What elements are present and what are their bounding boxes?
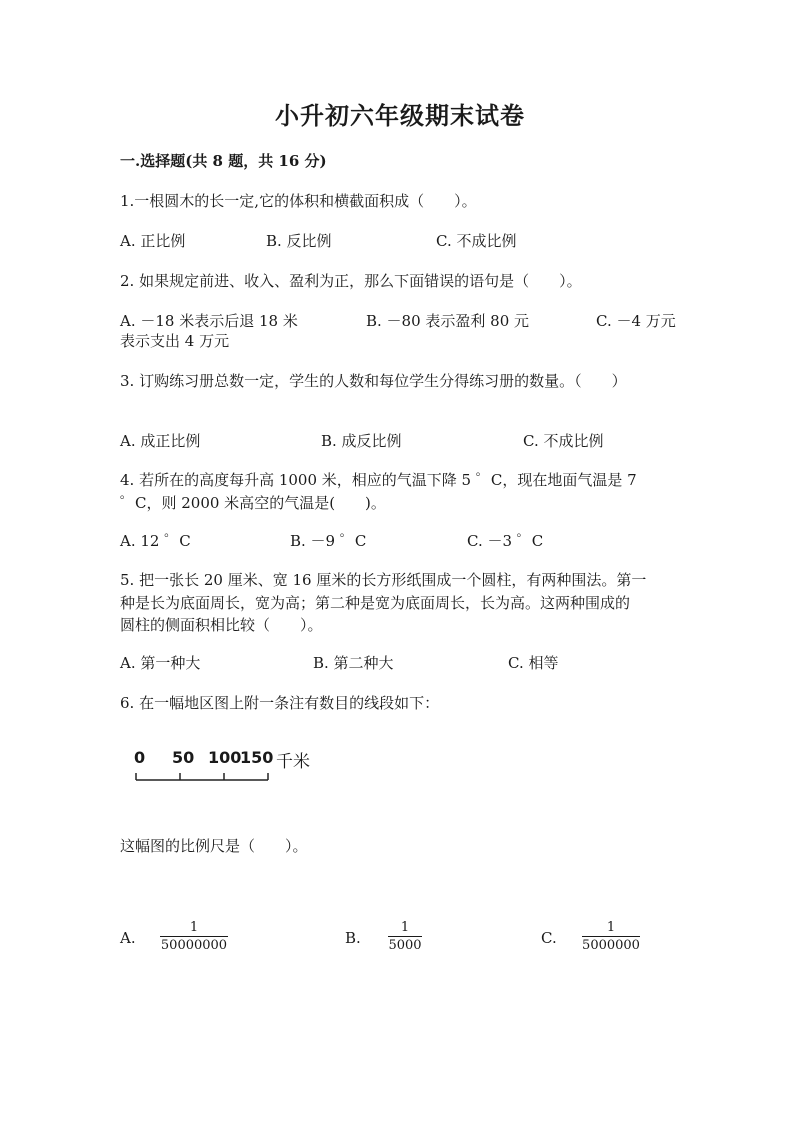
question-3: 3. 订购练习册总数一定，学生的人数和每位学生分得练习册的数量。（ ） <box>120 372 627 390</box>
q6-option-c-label: C. <box>541 929 557 947</box>
q1-option-a: A. 正比例 <box>120 232 186 250</box>
q1-option-c: C. 不成比例 <box>436 232 517 250</box>
q2-option-a: A. －18 米表示后退 18 米 <box>120 312 298 330</box>
q6-option-a-fraction <box>160 920 228 953</box>
q6-option-c-numerator: 1 <box>606 920 616 935</box>
question-6: 6. 在一幅地区图上附一条注有数目的线段如下： <box>120 694 440 712</box>
q3-option-c: C. 不成比例 <box>523 432 604 450</box>
q6-option-c-fraction <box>582 920 640 953</box>
q5-option-a: A. 第一种大 <box>120 654 201 672</box>
q6-option-a-label: A. <box>120 929 136 947</box>
q2-option-b: B. －80 表示盈利 80 元 <box>366 312 530 330</box>
question-1: 1.一根圆木的长一定,它的体积和横截面积成（ ）。 <box>120 192 477 210</box>
q3-option-b: B. 成反比例 <box>321 432 402 450</box>
q4-option-a: A. 12 ゜C <box>120 532 191 550</box>
scale-label-50: 50 <box>172 748 195 767</box>
question-4-line-2: ゜C，则 2000 米高空的气温是( )。 <box>120 494 386 512</box>
map-scale-bar <box>132 748 332 788</box>
page-title: 小升初六年级期末试卷 <box>275 101 525 130</box>
q6-option-b-fraction <box>388 920 422 953</box>
section-heading: 一.选择题(共 8 题，共 16 分) <box>120 152 327 170</box>
q6-option-a-numerator: 1 <box>189 920 199 935</box>
q6-option-b-label: B. <box>345 929 361 947</box>
q5-option-c: C. 相等 <box>508 654 559 672</box>
q6-option-a-denominator: 50000000 <box>160 938 228 953</box>
q4-option-b: B. －9 ゜C <box>290 532 367 550</box>
q5-option-b: B. 第二种大 <box>313 654 394 672</box>
q2-option-c: C. －4 万元 <box>596 312 676 330</box>
q6-option-b-numerator: 1 <box>400 920 410 935</box>
q2-option-c-continued: 表示支出 4 万元 <box>120 332 230 350</box>
scale-label-150: 150 <box>240 748 274 767</box>
scale-unit: 千米 <box>276 752 310 772</box>
q3-option-a: A. 成正比例 <box>120 432 201 450</box>
question-5-line-1: 5. 把一张长 20 厘米、宽 16 厘米的长方形纸围成一个圆柱，有两种围法。第一 <box>120 571 647 589</box>
question-4-line-1: 4. 若所在的高度每升高 1000 米，相应的气温下降 5 ゜C，现在地面气温是 7 <box>120 471 637 489</box>
scale-label-0: 0 <box>134 748 146 767</box>
scale-line <box>132 768 272 784</box>
question-2: 2. 如果规定前进、收入、盈利为正，那么下面错误的语句是（ ）。 <box>120 272 582 290</box>
question-5-line-3: 圆柱的侧面积相比较（ ）。 <box>120 616 323 634</box>
question-5-line-2: 种是长为底面周长，宽为高；第二种是宽为底面周长，长为高。这两种围成的 <box>120 594 631 612</box>
scale-label-100: 100 <box>208 748 242 767</box>
q4-option-c: C. －3 ゜C <box>467 532 544 550</box>
q1-option-b: B. 反比例 <box>266 232 332 250</box>
q6-option-b-denominator: 5000 <box>388 938 422 953</box>
question-6-prompt: 这幅图的比例尺是（ ）。 <box>120 837 308 855</box>
q6-option-c-denominator: 5000000 <box>582 938 640 953</box>
